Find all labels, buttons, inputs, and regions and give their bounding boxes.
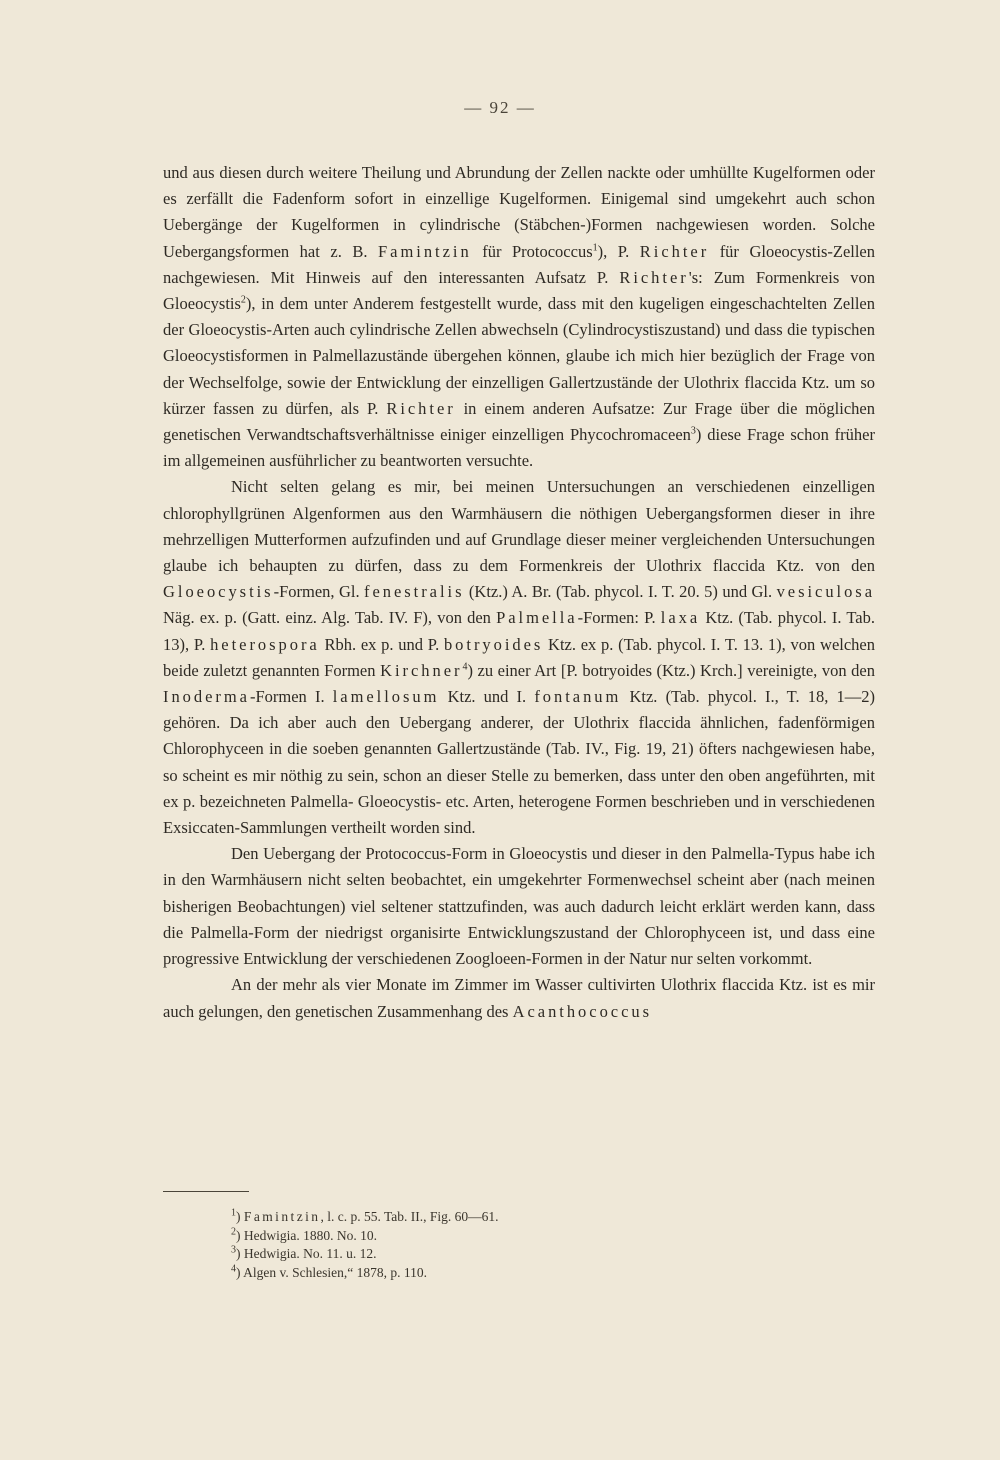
- text-run: Ktz. (Tab. phycol. I. Tab. 13), P.: [163, 608, 875, 654]
- text-run: -Formen I.: [249, 687, 333, 707]
- paragraph: [163, 841, 875, 972]
- text-run: ): [236, 1209, 244, 1224]
- spaced-name: heterospora: [210, 634, 320, 654]
- page-number: — 92 —: [464, 98, 536, 117]
- footnote-divider: [163, 1191, 249, 1192]
- text-run: (Ktz.) A. Br. (Tab. phycol. I. T. 20. 5) und Gl.: [464, 582, 777, 602]
- text-run: Rbh. ex p. und P.: [319, 634, 444, 654]
- spaced-name: vesiculosa: [776, 582, 875, 602]
- spaced-name: Acanthococcus: [512, 1001, 652, 1021]
- footnote: [231, 1227, 831, 1246]
- spaced-name: Famintzin: [243, 1209, 321, 1224]
- text-run: ) Hedwigia. 1880. No. 10.: [236, 1227, 377, 1243]
- footnote: [231, 1245, 831, 1264]
- spaced-name: botryoides: [443, 634, 544, 654]
- paragraph: [163, 160, 875, 474]
- text-run: 's: Zum Formenkreis von Gloeocystis: [163, 267, 875, 314]
- text-run: ) diese Frage schon früher im allgemeinen ausführlicher zu beantworten versuchte.: [163, 425, 875, 471]
- footnote-marker: 3: [690, 425, 696, 437]
- footnote-marker: 1: [592, 242, 598, 254]
- text-run: ) Algen v. Schlesien,“ 1878, p. 110.: [236, 1264, 427, 1280]
- spaced-name: lamellosum: [332, 687, 440, 707]
- paragraph: [163, 972, 875, 1024]
- body-text: [163, 160, 875, 1025]
- text-run: ), in dem unter Anderem festgestellt wurde, dass mit den kugeligen eingeschachtelten Zellen der Gloeocystis-Arten auch cylindrische Zellen abwechseln (Cylindrocystiszustand) und dass die typischen Gloeocystisformen in Palmellazustände übergehen können, glaube ich mich hier bezüglich der Frage von der Wechselfolge, sowie der Entwicklung der einzelligen Gallertzustände der Ulothrix flaccida Ktz. um so kürzer fassen zu dürfen, als P.: [163, 294, 875, 418]
- text-run: ), P.: [597, 241, 640, 261]
- footnote-marker: 2: [231, 1226, 236, 1237]
- spaced-name: fenestralis: [364, 582, 465, 602]
- text-run: Ktz. ex p. (Tab. phycol. I. T. 13. 1), von welchen beide zuletzt genannten Formen: [163, 634, 875, 680]
- footnote-marker: 3: [231, 1244, 236, 1256]
- spaced-name: Gloeocystis: [163, 582, 274, 602]
- spaced-name: Famintzin: [378, 241, 472, 261]
- text-run: , l. c. p. 55. Tab. II., Fig. 60—61.: [320, 1209, 499, 1224]
- footnotes: [231, 1208, 831, 1282]
- spaced-name: laxa: [660, 608, 701, 628]
- paragraph: [163, 474, 875, 841]
- text-run: für Protococcus: [471, 241, 593, 261]
- spaced-name: Palmella: [496, 608, 578, 628]
- spaced-name: Kirchner: [380, 660, 463, 680]
- spaced-name: fontanum: [534, 687, 622, 707]
- text-run: Nicht selten gelang es mir, bei meinen Untersuchungen an verschiedenen einzelligen chlorophyllgrünen Algenformen aus den Warmhäusern die nöthigen Uebergangsformen dieser in ihre mehrzelligen Mutterformen aufzufinden und auf Grundlage dieser meiner vergleichenden Untersuchungen glaube ich behaupten zu dürfen, dass zu dem Formenkreis der Ulothrix flaccida Ktz. von den: [163, 477, 875, 576]
- text-run: ) Hedwigia. No. 11. u. 12.: [236, 1246, 377, 1261]
- footnote: [231, 1208, 831, 1227]
- spaced-name: Richter: [386, 398, 456, 418]
- text-run: An der mehr als vier Monate im Zimmer im Wasser cultivirten Ulothrix flaccida Ktz. ist es mir auch gelungen, den genetischen Zusammenhang des: [163, 975, 875, 1021]
- text-run: für Gloeocystis-Zellen nachgewiesen. Mit Hinweis auf den interessanten Aufsatz P.: [163, 241, 876, 287]
- text-run: Ktz. (Tab. phycol. I., T. 18, 1—2) gehören. Da ich aber auch den Uebergang anderer, der Ulothrix flaccida ähnlichen, fadenförmigen Chlorophyceen in die soeben genannten Gallertzustände (Tab. IV., Fig. 19, 21) öfters nachgewiesen habe, so scheint es mir nöthig zu sein, schon an dieser Stelle zu bemerken, dass unter den oben angeführten, mit ex p. bezeichneten Palmella- Gloeocystis- etc. Arten, heterogene Formen beschrieben und in verschiedenen Exsiccaten-Sammlungen vertheilt worden sind.: [163, 687, 875, 838]
- footnote-marker: 4: [462, 661, 468, 673]
- text-run: -Formen: P.: [577, 608, 661, 628]
- text-run: -Formen, Gl.: [273, 582, 364, 602]
- footnote-marker: 2: [240, 294, 246, 306]
- text-run: Den Uebergang der Protococcus-Form in Gloeocystis und dieser in den Palmella-Typus habe ich in den Warmhäusern nicht selten beobachtet, ein umgekehrter Formenwechsel scheint aber (nach meinen bisherigen Beobachtungen) viel seltener stattzufinden, was auch dadurch leicht erklärt werden kann, dass die Palmella-Form der niedrigst organisirte Entwicklungszustand der Chlorophyceen ist, und dass eine progressive Entwicklung der verschiedenen Zoogloeen-Formen in der Natur nur selten vorkommt.: [163, 844, 875, 969]
- spaced-name: Inoderma: [163, 687, 250, 707]
- text-run: Näg. ex. p. (Gatt. einz. Alg. Tab. IV. F), von den: [163, 608, 497, 628]
- text-run: Ktz. und I.: [439, 687, 535, 707]
- footnote-marker: 1: [231, 1207, 236, 1219]
- footnote: [231, 1264, 831, 1283]
- spaced-name: Richter: [619, 267, 689, 287]
- text-run: und aus diesen durch weitere Theilung und Abrundung der Zellen nackte oder umhüllte Kugelformen oder es zerfällt die Fadenform sofort in einzellige Kugelformen. Einigemal sind umgekehrt auch schon Uebergänge der Kugelformen in cylindrische (Stäbchen-)Formen nachgewiesen worden. Solche Uebergangsformen hat z. B.: [163, 163, 875, 261]
- spaced-name: Richter: [639, 241, 710, 261]
- text-run: in einem anderen Aufsatze: Zur Frage über die möglichen genetischen Verwandtschaftsverhältnisse einiger einzelligen Phycochromaceen: [163, 398, 875, 445]
- footnote-marker: 4: [231, 1263, 236, 1274]
- text-run: ) zu einer Art [P. botryoides (Ktz.) Krch.] vereinigte, von den: [467, 660, 875, 680]
